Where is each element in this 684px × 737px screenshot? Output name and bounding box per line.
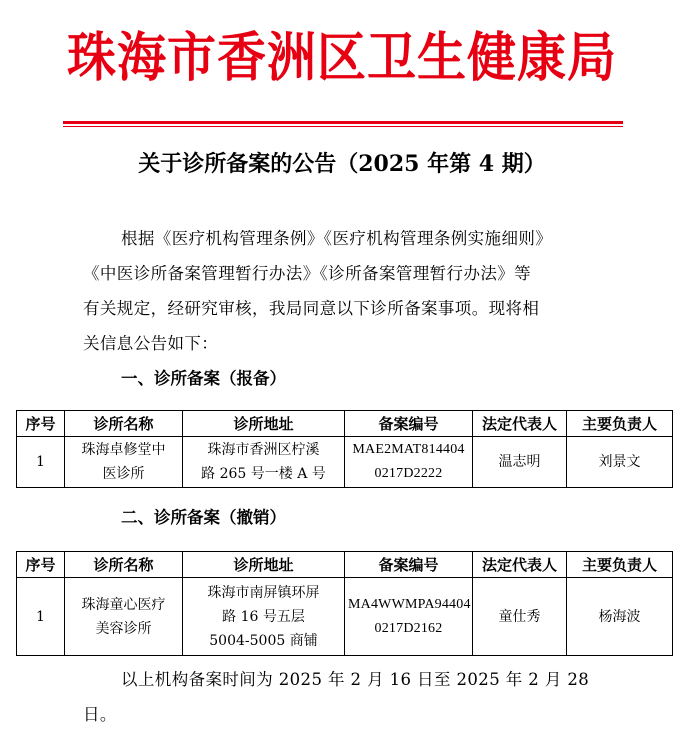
filing-code-line: 0217D2222	[374, 466, 443, 481]
clinic-address-line: 珠海市南屏镇环屏	[207, 584, 320, 601]
legal-representative: 温志明	[473, 437, 567, 488]
header-red-rule	[63, 121, 623, 124]
column-header: 诊所地址	[183, 411, 345, 437]
clinic-name-line: 珠海卓修堂中	[81, 442, 166, 458]
issuing-authority-header: 珠海市香洲区卫生健康局	[66, 25, 617, 89]
column-header: 主要负责人	[567, 552, 673, 578]
column-header: 序号	[17, 552, 65, 578]
closing-paragraph	[83, 662, 603, 732]
column-header: 诊所名称	[65, 411, 183, 437]
intro-line: 关信息公告如下：	[83, 334, 219, 353]
column-header: 备案编号	[345, 411, 473, 437]
legal-representative: 童仕秀	[473, 578, 567, 656]
intro-paragraph	[83, 221, 603, 361]
row-index: 1	[17, 437, 65, 488]
column-header: 法定代表人	[473, 411, 567, 437]
filing-table	[16, 410, 673, 488]
clinic-name	[65, 437, 183, 488]
clinic-address-line: 路 16 号五层	[222, 608, 305, 625]
filing-code-line: MA4WWMPA94404	[348, 596, 471, 612]
revocation-table	[16, 551, 673, 656]
table-row	[17, 578, 673, 656]
column-header: 主要负责人	[567, 411, 673, 437]
closing-line: 以上机构备案时间为 2025 年 2 月 16 日至 2025 年 2 月 28	[121, 670, 590, 689]
section-heading-filing: 一、诊所备案（报备）	[121, 369, 286, 388]
intro-line: 《中医诊所备案管理暂行办法》《诊所备案管理暂行办法》等	[83, 264, 532, 283]
table-header-row	[17, 552, 673, 578]
section-heading-revocation: 二、诊所备案（撤销）	[121, 508, 286, 527]
column-header: 备案编号	[345, 552, 473, 578]
clinic-address	[183, 578, 345, 656]
principal-in-charge: 刘景文	[567, 437, 673, 488]
table-row	[17, 437, 673, 488]
intro-line: 根据《医疗机构管理条例》《医疗机构管理条例实施细则》	[121, 229, 553, 248]
clinic-address-line: 5004-5005 商铺	[209, 632, 318, 649]
clinic-address-line: 珠海市香洲区柠溪	[207, 442, 320, 458]
filing-code	[345, 578, 473, 656]
document-title: 关于诊所备案的公告（2025 年第 4 期）	[138, 151, 546, 177]
column-header: 诊所地址	[183, 552, 345, 578]
clinic-name-line: 医诊所	[102, 466, 145, 482]
principal-in-charge: 杨海波	[567, 578, 673, 656]
filing-code	[345, 437, 473, 488]
table-header-row	[17, 411, 673, 437]
header-red-rule-thin	[63, 126, 623, 127]
column-header: 序号	[17, 411, 65, 437]
clinic-address-line: 路 265 号一楼 A 号	[201, 466, 326, 482]
clinic-name-line: 美容诊所	[95, 620, 152, 637]
filing-code-line: 0217D2162	[374, 620, 443, 636]
column-header: 法定代表人	[473, 552, 567, 578]
clinic-address	[183, 437, 345, 488]
clinic-name-line: 珠海童心医疗	[81, 596, 166, 613]
row-index: 1	[17, 578, 65, 656]
filing-code-line: MAE2MAT814404	[352, 442, 465, 457]
intro-line: 有关规定，经研究审核，我局同意以下诊所备案事项。现将相	[83, 299, 540, 318]
closing-line: 日。	[83, 705, 117, 724]
clinic-name	[65, 578, 183, 656]
column-header: 诊所名称	[65, 552, 183, 578]
